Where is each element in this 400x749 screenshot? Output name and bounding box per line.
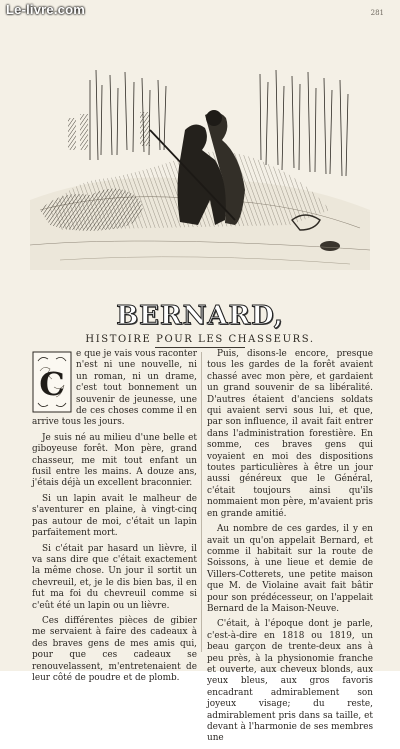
site-watermark: Le-livre.com <box>6 2 85 17</box>
title-rule <box>155 347 245 348</box>
column-divider <box>201 352 202 652</box>
paragraph: Si un lapin avait le malheur de s'aventurer en plaine, à vingt-cinq pas autour de moi, c'était un lapin parfaitement mort. <box>32 493 197 539</box>
paragraph: Si c'était par hasard un lièvre, il va sans dire que c'était exactement la même chose. Un jour il sortit un chevreuil, et, je le dis bien bas, il en fut ma foi du chevreuil comme si c'eût été un lapin ou un lièvre. <box>32 543 197 611</box>
left-column <box>32 349 197 688</box>
article-subtitle: HISTOIRE POUR LES CHASSEURS. <box>85 334 315 345</box>
dropcap-letter: C <box>39 365 65 403</box>
right-column <box>207 349 373 749</box>
hunting-scene-engraving-icon <box>30 60 370 270</box>
page-number: 281 <box>370 9 384 17</box>
paragraph: e que je vais vous raconter n'est ni une nouvelle, ni un roman, ni un drame, c'est tout bonnement un souvenir de jeunesse, une de ces choses comme il en arrive tous les jours. <box>32 349 197 428</box>
paragraph: C'était, à l'époque dont je parle, c'est-à-dire en 1818 ou 1819, un beau garçon de trente-deux ans à peu près, à la physionomie franche et ouverte, aux cheveux blonds, aux yeux bleus, aux gros favoris encadrant admirablement son joyeux visage; du reste, admirablement pris dans sa taille, et devant à l'harmonie de ses membres une <box>207 619 373 744</box>
article-title: BERNARD, <box>116 301 284 331</box>
paragraph: Au nombre de ces gardes, il y en avait un qu'on appelait Bernard, et comme il habitait sur la route de Soissons, à une lieue et demie de Villers-Cotterets, une petite maison que M. de Violaine avait fait bâtir pour son prédécesseur, on l'appelait Bernard de la Maison-Neuve. <box>207 524 373 614</box>
paragraph: Je suis né au milieu d'une belle et giboyeuse forêt. Mon père, grand chasseur, me mit tout enfant un fusil entre les mains. A douze ans, j'étais déjà un excellent braconnier. <box>32 432 197 489</box>
paragraph: Puis, disons-le encore, presque tous les gardes de la forêt avaient chassé avec mon père, et gardaient un grand souvenir de sa libéralité. D'autres étaient d'anciens soldats qui avaient servi sous lui, et que, par son influence, il avait fait entrer dans l'administration forestière. En somme, ces braves gens qui voyaient en moi des dispositions toutes particulières à être un jour aussi généreux que le Général, c'était toujours ainsi qu'ils nommaient mon père, m'avaient pris en grande amitié. <box>207 349 373 519</box>
ornate-dropcap-icon <box>32 351 72 413</box>
paragraph: Ces différentes pièces de gibier me servaient à faire des cadeaux à des braves gens de mes amis qui, pour que ces cadeaux se renouvelassent, m'entretenaient de leur côté de poudre et de plomb. <box>32 615 197 683</box>
